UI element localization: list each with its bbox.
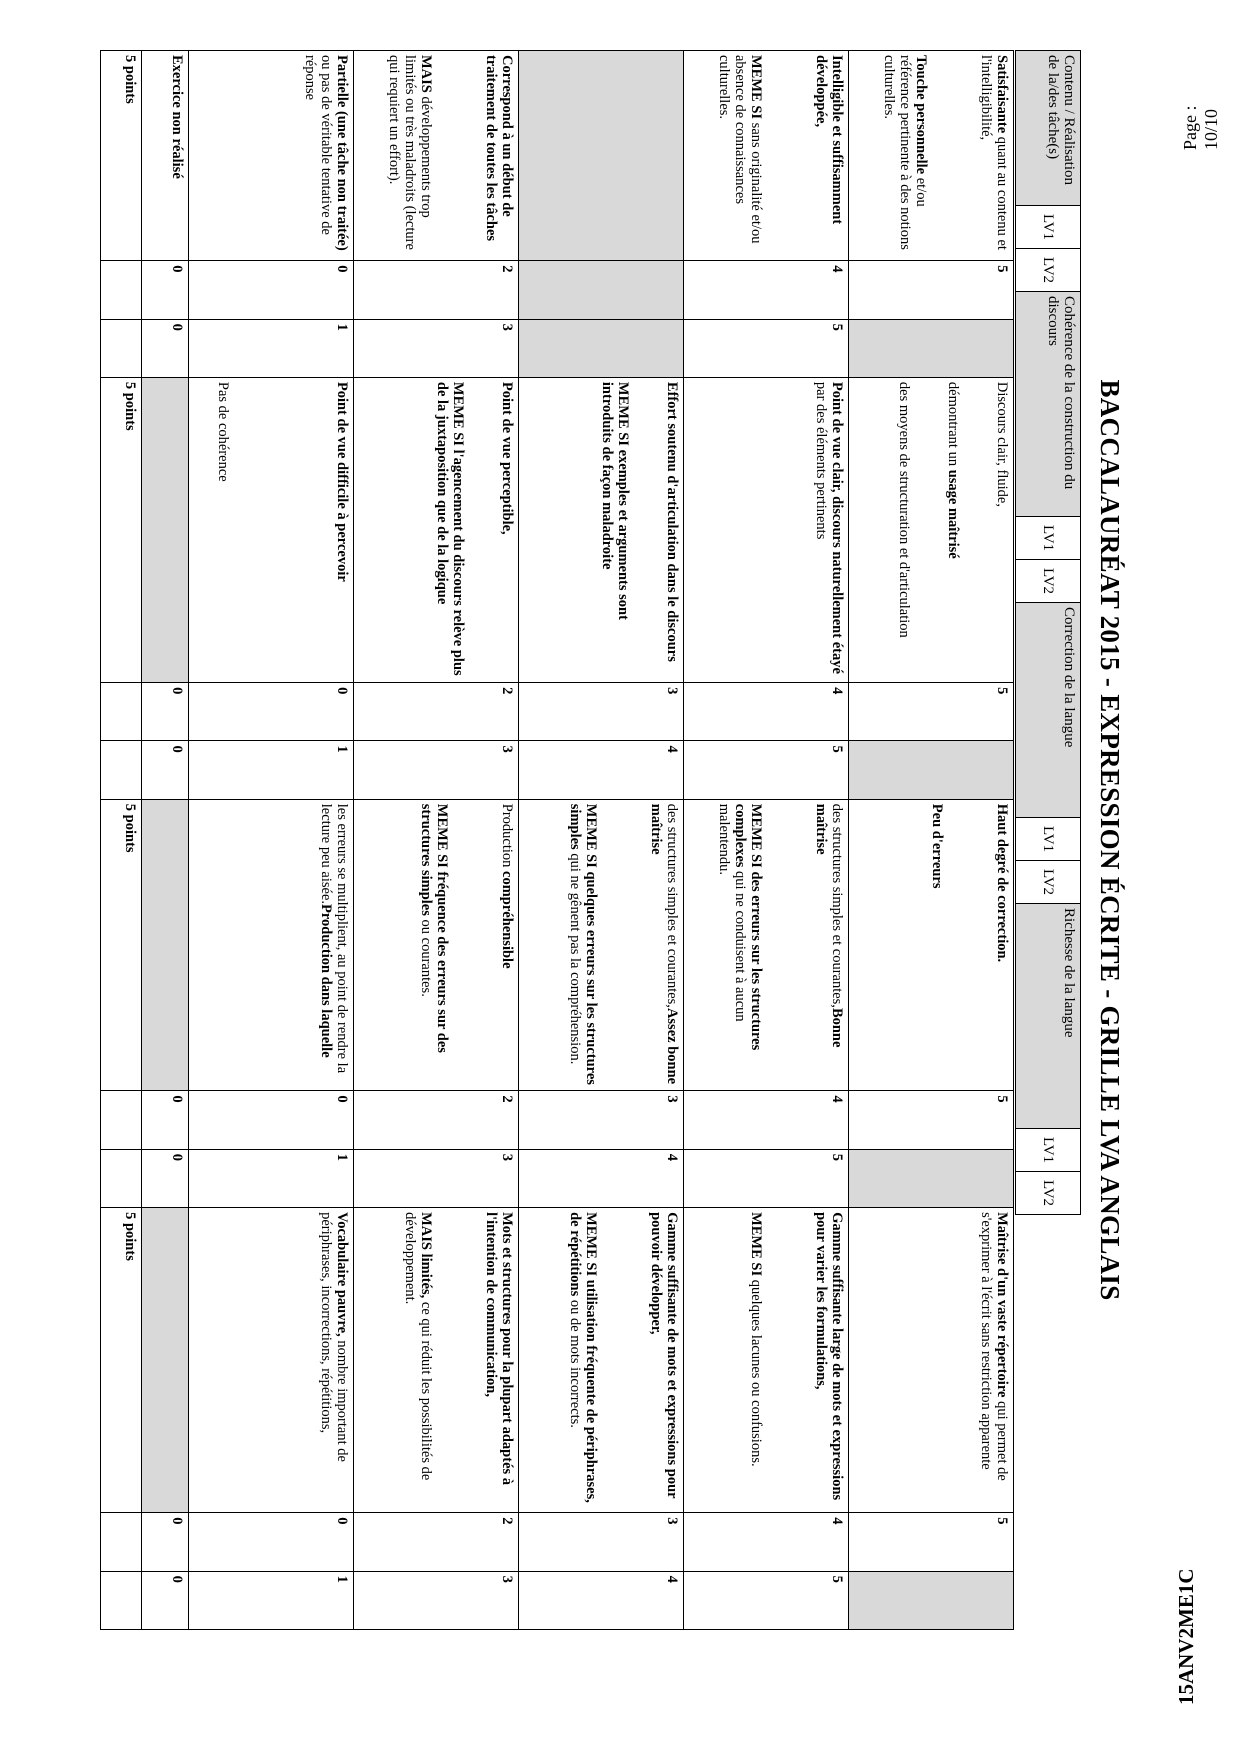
table-row [142, 51, 189, 1630]
lv2-score: 5 [684, 1571, 849, 1629]
bold-text: MEME SI quelques erreurs sur les structures simples [567, 803, 599, 1085]
lv2-score: 0 [142, 741, 189, 799]
text: par des éléments pertinents [813, 381, 829, 540]
lv1-score: 4 [684, 261, 849, 319]
empty-cell [101, 1091, 142, 1149]
content-cell [519, 51, 684, 261]
lv2-score: 1 [189, 1571, 354, 1629]
lv1-score: 5 [849, 1513, 1014, 1571]
lv1-score: 2 [354, 1091, 519, 1149]
bold-text: MEME SI exemples et arguments sont introduits de façon maladroite [599, 381, 631, 620]
header-richesse: Richesse de la langue [1016, 904, 1081, 1129]
bold-text: MEME SI [748, 1212, 764, 1277]
bold-text: Bonne maîtrise [813, 803, 845, 1048]
document-code: 15ANV2ME1C [1174, 1568, 1198, 1705]
totals-row [101, 51, 142, 1630]
bold-text: Point de vue clair, discours naturellement étayé [829, 381, 845, 674]
lv2-score [849, 1571, 1014, 1629]
lv2-score: 4 [519, 1571, 684, 1629]
bold-text: usage maîtrisé [945, 469, 961, 559]
lv1-score: 4 [684, 1091, 849, 1149]
empty-cell [101, 1571, 142, 1629]
bold-text: Exercice non réalisé [169, 55, 185, 179]
bold-text: MAIS limités, [418, 1212, 434, 1299]
text: des moyens de structuration et d'articulation [896, 381, 912, 638]
empty-cell [101, 319, 142, 377]
lv2-score: 5 [684, 319, 849, 377]
bold-text: Effort soutenu d'articulation dans le discours [664, 381, 680, 662]
lv1-score: 4 [684, 1513, 849, 1571]
lv1-score: 0 [142, 1513, 189, 1571]
text: les erreurs se multiplient, au point de rendre la lecture peu aisée. [318, 803, 350, 1074]
total-points: 5 points [101, 377, 142, 682]
lv2-score: 4 [519, 741, 684, 799]
lv2-score: 1 [189, 319, 354, 377]
richesse-cell [354, 1208, 519, 1513]
lv2-score: 3 [354, 319, 519, 377]
table-row [684, 51, 849, 1630]
rotated-body [96, 50, 1136, 1630]
text: Pas de cohérence [215, 381, 231, 482]
lv2-score: 3 [354, 1571, 519, 1629]
lv1-score: 0 [189, 261, 354, 319]
lv2-score: 3 [354, 1149, 519, 1207]
header-lv2: LV2 [1016, 560, 1081, 603]
content-cell [142, 51, 189, 261]
content-cell [849, 51, 1014, 261]
text: qui permet de s'exprimer à l'écrit sans restriction apparente [978, 1212, 1010, 1481]
bold-text: compréhensible [499, 871, 515, 969]
lv2-score [849, 319, 1014, 377]
text: nombre important de périphrases, incorrections, répétitions, [318, 1212, 350, 1462]
bold-text: Partielle (une tâche non traitée) [334, 55, 350, 251]
lv2-score: 0 [142, 319, 189, 377]
bold-text: MAIS [418, 55, 434, 93]
total-points: 5 points [101, 799, 142, 1091]
empty-cell [101, 683, 142, 741]
empty-cell [101, 741, 142, 799]
table-row [519, 51, 684, 1630]
bold-text: MEME SI l'agencement du discours relève plus de la juxtaposition que de la logique [434, 381, 466, 676]
lv1-score: 3 [519, 1513, 684, 1571]
text: ou pas de véritable tentative de réponse [302, 55, 334, 235]
lv1-score: 5 [849, 261, 1014, 319]
lv1-score: 0 [142, 683, 189, 741]
text: et/ou référence pertinente à des notions culturelles. [881, 55, 929, 250]
text: démontrant un [945, 381, 961, 470]
header-lv1: LV1 [1016, 1129, 1081, 1172]
lv1-score: 2 [354, 1513, 519, 1571]
bold-text: Point de vue difficile à percevoir [334, 381, 350, 582]
lv2-score: 1 [189, 741, 354, 799]
correction-cell [189, 799, 354, 1091]
text: ou de mots incorrects. [567, 1296, 583, 1428]
lv1-score [519, 261, 684, 319]
correction-cell [354, 799, 519, 1091]
header-correction: Correction de la langue [1016, 603, 1081, 818]
richesse-cell [189, 1208, 354, 1513]
content-cell [354, 51, 519, 261]
header-lv2: LV2 [1016, 1172, 1081, 1215]
header-lv1: LV1 [1016, 206, 1081, 249]
lv1-score: 3 [519, 1091, 684, 1149]
richesse-cell [142, 1208, 189, 1513]
table-row [849, 51, 1014, 1630]
lv2-score: 3 [354, 741, 519, 799]
text: qui ne conduisent à aucun malentendu. [716, 803, 748, 1022]
lv2-score [519, 319, 684, 377]
content-cell [189, 51, 354, 261]
coherence-cell [189, 377, 354, 682]
text: des structures simples et courantes, [664, 803, 680, 1008]
bold-text: Touche personnelle [913, 55, 929, 175]
lv2-score: 0 [142, 1571, 189, 1629]
text: ce qui réduit les possibilités de développement. [402, 1212, 434, 1481]
lv1-score: 2 [354, 261, 519, 319]
content-cell [684, 51, 849, 261]
text: des structures simples et courantes, [829, 803, 845, 1008]
lv1-score: 0 [189, 683, 354, 741]
table-row [189, 51, 354, 1630]
document-title: BACCALAURÉAT 2015 - EXPRESSION ÉCRITE - GRILLE LVA ANGLAIS [1095, 379, 1125, 1301]
bold-text: Maîtrise d'un vaste répertoire [994, 1212, 1010, 1398]
lv2-score: 4 [519, 1149, 684, 1207]
bold-text: Satisfaisante [994, 55, 1010, 134]
header-lv1: LV1 [1016, 818, 1081, 861]
text: qui ne gênent pas la compréhension. [567, 849, 583, 1065]
lv1-score: 0 [189, 1091, 354, 1149]
lv2-score [849, 1149, 1014, 1207]
bold-text: MEME SI [748, 55, 764, 120]
lv1-score: 0 [142, 261, 189, 319]
bold-text: Production dans laquelle [318, 904, 334, 1058]
bold-text: Gamme suffisante de mots et expressions pour pouvoir développer, [648, 1212, 680, 1499]
lv2-score: 1 [189, 1149, 354, 1207]
correction-cell [519, 799, 684, 1091]
header-coherence: Cohérence de la construction du discours [1016, 292, 1081, 517]
grading-grid-body [100, 50, 1014, 1630]
coherence-cell [519, 377, 684, 682]
bold-text: Intelligible et suffisamment développée, [813, 55, 845, 225]
table-row [354, 51, 519, 1630]
bold-text: Vocabulaire pauvre, [334, 1212, 350, 1337]
lv1-score: 4 [684, 683, 849, 741]
lv1-score: 0 [142, 1091, 189, 1149]
header-lv2: LV2 [1016, 249, 1081, 292]
total-points: 5 points [101, 51, 142, 261]
coherence-cell [354, 377, 519, 682]
bold-text: MEME SI utilisation fréquente de périphrases, de répétitions [567, 1212, 599, 1503]
richesse-cell [684, 1208, 849, 1513]
text: Production [499, 803, 515, 872]
text: ou courantes. [418, 915, 434, 997]
lv1-score: 0 [189, 1513, 354, 1571]
empty-cell [101, 1513, 142, 1571]
richesse-cell [849, 1208, 1014, 1513]
bold-text: Gamme suffisante large de mots et expressions pour varier les formulations, [813, 1212, 845, 1501]
header-lv1: LV1 [1016, 517, 1081, 560]
bold-text: Assez bonne maîtrise [648, 803, 680, 1085]
bold-text: Haut degré de correction. [994, 803, 1010, 963]
bold-text: Point de vue perceptible, [499, 381, 515, 535]
lv1-score: 2 [354, 683, 519, 741]
total-points: 5 points [101, 1208, 142, 1513]
text: Discours clair, fluide, [994, 381, 1010, 507]
correction-cell [849, 799, 1014, 1091]
header-lv2: LV2 [1016, 861, 1081, 904]
header-content: Contenu / Réalisation de la/des tâche(s) [1016, 51, 1081, 206]
richesse-cell [519, 1208, 684, 1513]
lv1-score: 3 [519, 683, 684, 741]
bold-text: Mots et structures pour la plupart adaptés à l'intention de communication, [483, 1212, 515, 1486]
lv2-score: 0 [142, 1149, 189, 1207]
correction-cell [684, 799, 849, 1091]
empty-cell [101, 261, 142, 319]
bold-text: Correspond à un début de traitement de toutes les tâches [483, 55, 515, 242]
lv2-score [849, 741, 1014, 799]
text: développements trop limités ou très maladroits (lecture qui requiert un effort). [386, 55, 434, 250]
text: quelques lacunes ou confusions. [748, 1276, 764, 1467]
text: sans originalité et/ou absence de connaissances culturelles. [716, 55, 764, 244]
page-number: Page : 10/10 [1180, 105, 1221, 150]
bold-text: MEME SI fréquence des erreurs sur des structures simples [418, 803, 450, 1053]
lv2-score: 5 [684, 1149, 849, 1207]
lv2-score: 5 [684, 741, 849, 799]
bold-text: Peu d'erreurs [929, 803, 945, 889]
lv1-score: 5 [849, 1091, 1014, 1149]
coherence-cell [849, 377, 1014, 682]
lv1-score: 5 [849, 683, 1014, 741]
correction-cell [142, 799, 189, 1091]
coherence-cell [142, 377, 189, 682]
coherence-cell [684, 377, 849, 682]
empty-cell [101, 1149, 142, 1207]
text: quant au contenu et l'intelligibilité, [978, 55, 1010, 250]
bold-text: MEME SI des erreurs sur les structures complexes [732, 803, 764, 1051]
